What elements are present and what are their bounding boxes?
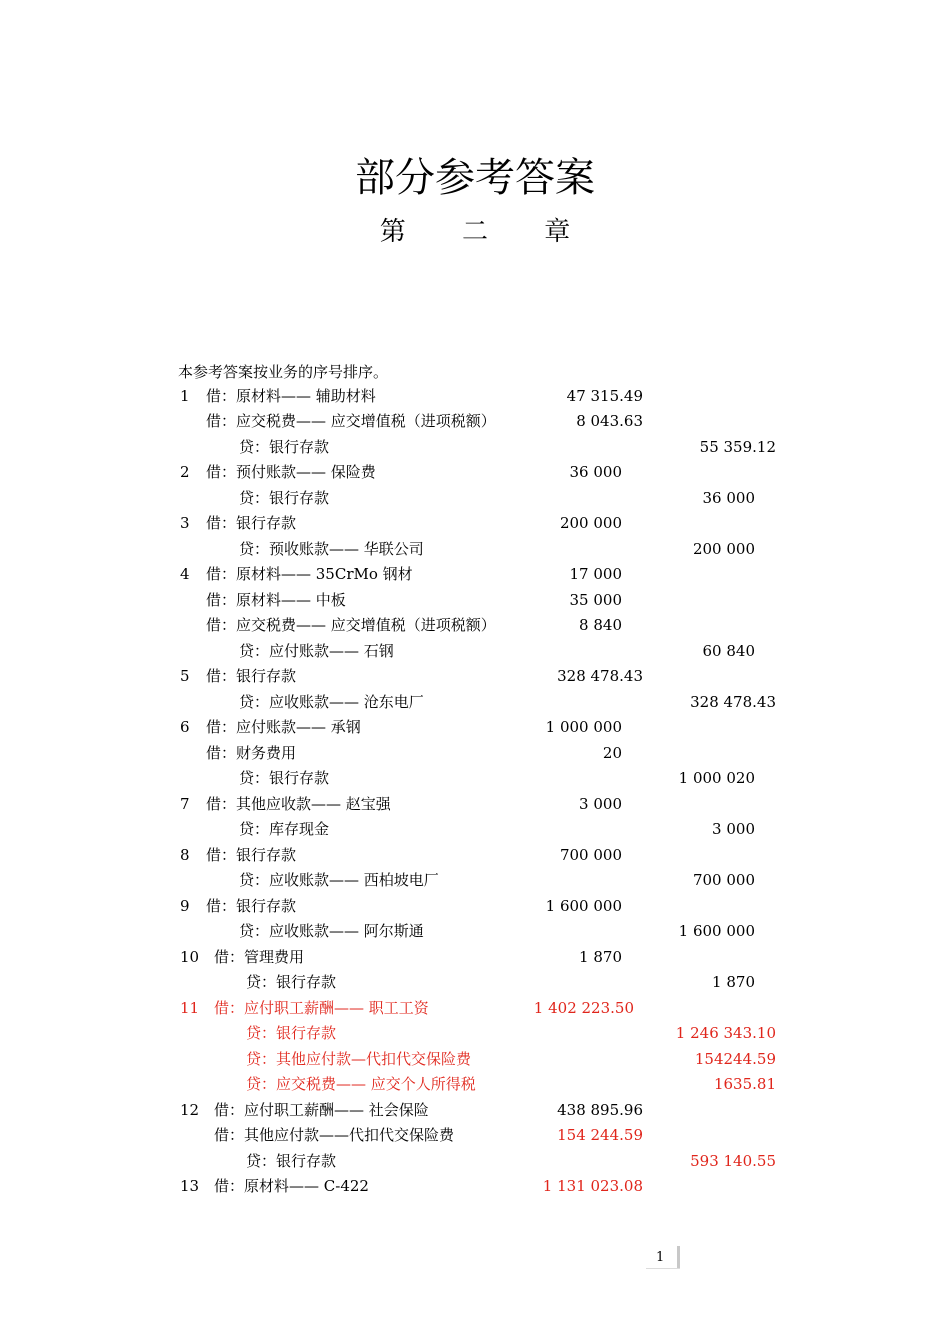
account-label: 借：应付账款—— 承钢 bbox=[206, 718, 361, 736]
journal-row bbox=[0, 1174, 950, 1199]
debit-amount: 8 043.63 bbox=[576, 412, 643, 430]
page-title: 部分参考答案 bbox=[355, 155, 595, 201]
entry-number: 5 bbox=[180, 667, 190, 685]
account-label: 借：财务费用 bbox=[206, 744, 297, 762]
entry-number: 4 bbox=[180, 565, 190, 583]
debit-amount: 154 244.59 bbox=[557, 1126, 643, 1144]
journal-row bbox=[0, 690, 950, 715]
account-label: 贷：银行存款 bbox=[246, 973, 337, 991]
account-label: 贷：银行存款 bbox=[239, 489, 330, 507]
journal-row bbox=[0, 1098, 950, 1123]
journal-row bbox=[0, 843, 950, 868]
account-label: 贷：银行存款 bbox=[239, 438, 330, 456]
debit-amount: 200 000 bbox=[559, 514, 622, 532]
entry-number: 2 bbox=[180, 463, 190, 481]
credit-amount: 200 000 bbox=[692, 540, 755, 558]
credit-amount: 1 000 020 bbox=[678, 769, 755, 787]
journal-row bbox=[0, 1123, 950, 1148]
debit-amount: 1 131 023.08 bbox=[542, 1177, 643, 1195]
page-number-marker bbox=[677, 1246, 680, 1268]
account-label: 贷：应收账款—— 沧东电厂 bbox=[239, 693, 424, 711]
account-label: 贷：库存现金 bbox=[239, 820, 330, 838]
journal-row bbox=[0, 919, 950, 944]
journal-row bbox=[0, 715, 950, 740]
page-number-rule bbox=[646, 1268, 680, 1269]
account-label: 借：应交税费—— 应交增值税（进项税额） bbox=[206, 412, 496, 430]
account-label: 贷：其他应付款—代扣代交保险费 bbox=[246, 1050, 472, 1068]
journal-row bbox=[0, 613, 950, 638]
chapter-heading: 第 二 章 bbox=[379, 217, 595, 247]
intro-text: 本参考答案按业务的序号排序。 bbox=[178, 363, 389, 381]
account-label: 贷：应交税费—— 应交个人所得税 bbox=[246, 1075, 476, 1093]
entry-number: 11 bbox=[180, 999, 200, 1017]
journal-row bbox=[0, 817, 950, 842]
debit-amount: 1 870 bbox=[579, 948, 622, 966]
debit-amount: 438 895.96 bbox=[557, 1101, 643, 1119]
entry-number: 9 bbox=[180, 897, 190, 915]
account-label: 借：原材料—— 辅助材料 bbox=[206, 387, 376, 405]
credit-amount: 55 359.12 bbox=[699, 438, 776, 456]
account-label: 借：原材料—— C-422 bbox=[214, 1177, 369, 1195]
debit-amount: 700 000 bbox=[559, 846, 622, 864]
account-label: 借：原材料—— 中板 bbox=[206, 591, 346, 609]
journal-row bbox=[0, 486, 950, 511]
credit-amount: 1635.81 bbox=[713, 1075, 776, 1093]
debit-amount: 17 000 bbox=[569, 565, 622, 583]
debit-amount: 1 402 223.50 bbox=[533, 999, 634, 1017]
journal-row bbox=[0, 460, 950, 485]
credit-amount: 593 140.55 bbox=[690, 1152, 776, 1170]
account-label: 借：应付职工薪酬—— 社会保险 bbox=[214, 1101, 429, 1119]
journal-row bbox=[0, 741, 950, 766]
journal-row bbox=[0, 562, 950, 587]
credit-amount: 328 478.43 bbox=[690, 693, 776, 711]
journal-row bbox=[0, 868, 950, 893]
entry-number: 3 bbox=[180, 514, 190, 532]
debit-amount: 47 315.49 bbox=[566, 387, 643, 405]
journal-row bbox=[0, 1021, 950, 1046]
journal-row bbox=[0, 409, 950, 434]
debit-amount: 20 bbox=[602, 744, 622, 762]
account-label: 借：其他应付款——代扣代交保险费 bbox=[214, 1126, 455, 1144]
journal-row bbox=[0, 664, 950, 689]
journal-row bbox=[0, 970, 950, 995]
entry-number: 12 bbox=[180, 1101, 200, 1119]
credit-amount: 1 600 000 bbox=[678, 922, 755, 940]
journal-row bbox=[0, 894, 950, 919]
entry-number: 6 bbox=[180, 718, 190, 736]
entry-number: 13 bbox=[180, 1177, 200, 1195]
account-label: 借：银行存款 bbox=[206, 897, 297, 915]
credit-amount: 1 870 bbox=[712, 973, 755, 991]
debit-amount: 328 478.43 bbox=[557, 667, 643, 685]
entry-number: 1 bbox=[180, 387, 190, 405]
account-label: 借：管理费用 bbox=[214, 948, 305, 966]
account-label: 借：银行存款 bbox=[206, 846, 297, 864]
account-label: 贷：应收账款—— 阿尔斯通 bbox=[239, 922, 424, 940]
journal-row bbox=[0, 435, 950, 460]
journal-row bbox=[0, 511, 950, 536]
debit-amount: 1 600 000 bbox=[545, 897, 622, 915]
account-label: 借：银行存款 bbox=[206, 514, 297, 532]
account-label: 贷：银行存款 bbox=[239, 769, 330, 787]
account-label: 借：银行存款 bbox=[206, 667, 297, 685]
entry-number: 10 bbox=[180, 948, 200, 966]
account-label: 贷：预收账款—— 华联公司 bbox=[239, 540, 424, 558]
account-label: 贷：银行存款 bbox=[246, 1024, 337, 1042]
journal-row bbox=[0, 1149, 950, 1174]
account-label: 借：原材料—— 35CrMo 钢材 bbox=[206, 565, 413, 583]
account-label: 贷：应收账款—— 西柏坡电厂 bbox=[239, 871, 439, 889]
debit-amount: 3 000 bbox=[579, 795, 622, 813]
debit-amount: 36 000 bbox=[569, 463, 622, 481]
journal-row bbox=[0, 996, 950, 1021]
page-number: 1 bbox=[656, 1250, 665, 1265]
credit-amount: 60 840 bbox=[702, 642, 755, 660]
entry-number: 7 bbox=[180, 795, 190, 813]
journal-row bbox=[0, 766, 950, 791]
journal-row bbox=[0, 945, 950, 970]
credit-amount: 36 000 bbox=[702, 489, 755, 507]
entry-number: 8 bbox=[180, 846, 190, 864]
credit-amount: 700 000 bbox=[692, 871, 755, 889]
account-label: 借：预付账款—— 保险费 bbox=[206, 463, 376, 481]
account-label: 借：其他应收款—— 赵宝强 bbox=[206, 795, 391, 813]
journal-row bbox=[0, 537, 950, 562]
debit-amount: 35 000 bbox=[569, 591, 622, 609]
credit-amount: 154244.59 bbox=[694, 1050, 776, 1068]
account-label: 贷：银行存款 bbox=[246, 1152, 337, 1170]
debit-amount: 1 000 000 bbox=[545, 718, 622, 736]
journal-row bbox=[0, 384, 950, 409]
account-label: 贷：应付账款—— 石钢 bbox=[239, 642, 394, 660]
credit-amount: 1 246 343.10 bbox=[675, 1024, 776, 1042]
journal-row bbox=[0, 792, 950, 817]
journal-row bbox=[0, 588, 950, 613]
debit-amount: 8 840 bbox=[579, 616, 622, 634]
credit-amount: 3 000 bbox=[712, 820, 755, 838]
journal-row bbox=[0, 1047, 950, 1072]
account-label: 借：应付职工薪酬—— 职工工资 bbox=[214, 999, 429, 1017]
account-label: 借：应交税费—— 应交增值税（进项税额） bbox=[206, 616, 496, 634]
journal-row bbox=[0, 639, 950, 664]
journal-row bbox=[0, 1072, 950, 1097]
